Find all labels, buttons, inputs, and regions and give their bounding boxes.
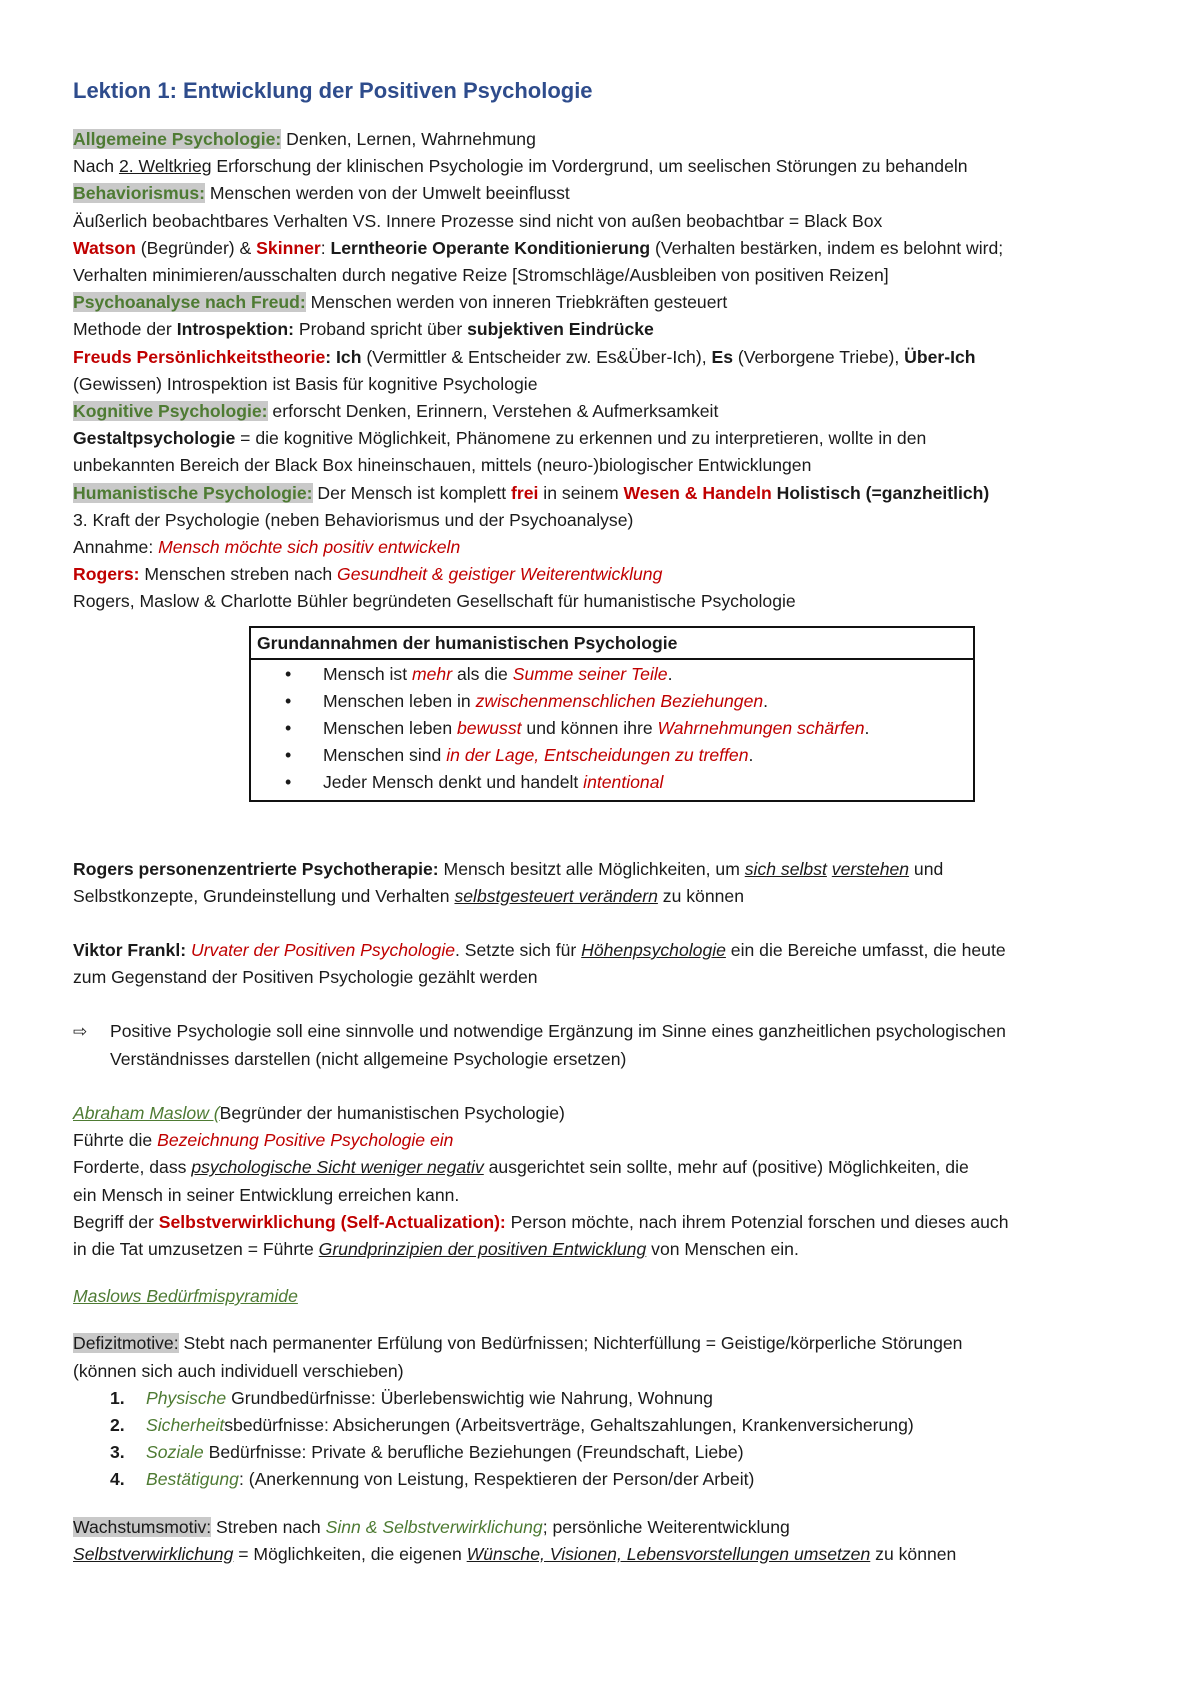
text: (Verborgene Triebe), <box>733 346 905 367</box>
list-number: 2. <box>110 1414 125 1435</box>
list-item <box>110 1439 1153 1466</box>
text: Menschen leben in <box>323 690 476 711</box>
green-link-text: Abraham Maslow ( <box>73 1102 220 1123</box>
text-line <box>73 153 1153 180</box>
list-number: 4. <box>110 1469 125 1490</box>
text-line <box>73 398 1153 425</box>
text-line <box>73 235 1153 262</box>
text-line: ein Mensch in seiner Entwicklung erreichen kann. <box>73 1184 460 1205</box>
underlined-italic-text: psychologische Sicht weniger negativ <box>191 1157 484 1178</box>
red-italic-text: Bezeichnung Positive Psychologie ein <box>157 1130 454 1151</box>
text-line <box>73 480 1153 507</box>
text: ein die Bereiche umfasst, die heute <box>725 940 1006 961</box>
text: zu können <box>870 1543 957 1564</box>
text: Führte die <box>73 1130 158 1151</box>
highlighted-term: Psychoanalyse nach Freud: <box>73 292 306 313</box>
right-arrow-icon: ⇨ <box>73 1022 88 1042</box>
text: Jeder Mensch denkt und handelt <box>323 772 584 793</box>
text: zu können <box>657 885 744 906</box>
underlined-italic-text: selbstgesteuert verändern <box>454 885 658 906</box>
page-title: Lektion 1: Entwicklung der Positiven Psychologie <box>73 78 593 103</box>
bold-text: Holistisch (=ganzheitlich) <box>771 482 990 503</box>
text: = Möglichkeiten, die eigenen <box>233 1543 467 1564</box>
underlined-italic-text: verstehen <box>831 858 910 879</box>
green-italic-text: Sinn & Selbstverwirklichung <box>325 1516 543 1537</box>
text: Menschen werden von inneren Triebkräften gesteuert <box>305 292 728 313</box>
text: sbedürfnisse: Absicherungen (Arbeitsverträge, Gehaltszahlungen, Krankenversicherung) <box>224 1414 914 1435</box>
text-line <box>73 1127 1153 1154</box>
text: Nach <box>73 156 119 177</box>
text: Forderte, dass <box>73 1157 192 1178</box>
highlighted-term: Humanistische Psychologie: <box>73 482 313 503</box>
list-item <box>251 661 973 688</box>
text-line <box>73 1541 1153 1568</box>
text: Methode der <box>73 319 177 340</box>
arrow-note <box>73 1018 1153 1072</box>
text: von Menschen ein. <box>646 1238 799 1259</box>
text: Annahme: <box>73 537 159 558</box>
text: Stebt nach permanenter Erfülung von Bedürfnissen; Nichterfüllung = Geistige/körperliche Störungen <box>178 1333 963 1354</box>
text: (Begründer) & <box>135 237 257 258</box>
list-item <box>110 1385 1153 1412</box>
text: Streben nach <box>211 1516 326 1537</box>
text: Selbstkonzepte, Grundeinstellung und Verhalten <box>73 885 455 906</box>
text: : <box>320 237 331 258</box>
text: ; persönliche Weiterentwicklung <box>542 1516 790 1537</box>
red-italic-text: intentional <box>583 772 664 793</box>
text: Erforschung der klinischen Psychologie im Vordergrund, um seelischen Störungen zu behandeln <box>211 156 968 177</box>
text-line: Positive Psychologie soll eine sinnvolle und notwendige Ergänzung im Sinne eines ganzheitlichen psychologischen <box>110 1021 1006 1042</box>
red-italic-text: Urvater der Positiven Psychologie <box>190 940 456 961</box>
bullet-icon: • <box>285 772 292 793</box>
bold-text: Es <box>711 346 733 367</box>
text-line: Rogers, Maslow & Charlotte Bühler begründeten Gesellschaft für humanistische Psychologie <box>73 591 796 612</box>
text-line <box>73 180 1153 207</box>
green-italic-text: Bestätigung <box>146 1469 239 1490</box>
highlighted-term: Defizitmotive: <box>73 1333 179 1354</box>
text: als die <box>452 663 513 684</box>
text: Begründer der humanistischen Psychologie) <box>219 1102 565 1123</box>
assumptions-box <box>249 626 975 802</box>
text-line <box>73 1330 1153 1357</box>
text: Begriff der <box>73 1211 159 1232</box>
red-italic-text: Mensch möchte sich positiv entwickeln <box>158 537 461 558</box>
underlined-italic-text: Grundprinzipien der positiven Entwicklung <box>318 1238 647 1259</box>
text: Menschen werden von der Umwelt beeinflusst <box>205 183 570 204</box>
green-italic-text: Physische <box>146 1387 227 1408</box>
text-line <box>73 561 1153 588</box>
list-item <box>251 715 973 742</box>
text: . <box>763 690 769 711</box>
red-term: Watson <box>73 237 136 258</box>
text-line: 3. Kraft der Psychologie (neben Behaviorismus und der Psychoanalyse) <box>73 509 634 530</box>
list-number: 3. <box>110 1442 125 1463</box>
text: ausgerichtet sein sollte, mehr auf (positive) Möglichkeiten, die <box>483 1157 969 1178</box>
list-item <box>110 1412 1153 1439</box>
bold-text: Über-Ich <box>904 346 976 367</box>
text: Grundbedürfnisse: Überlebenswichtig wie Nahrung, Wohnung <box>226 1387 713 1408</box>
red-italic-text: in der Lage, Entscheidungen zu treffen <box>446 745 749 766</box>
section-heading: Maslows Bedürfmispyramide <box>73 1286 298 1307</box>
text: Person möchte, nach ihrem Potenzial forschen und dieses auch <box>505 1211 1009 1232</box>
red-italic-text: mehr <box>411 663 453 684</box>
bold-text: subjektiven Eindrücke <box>467 319 654 340</box>
bold-text: Introspektion: <box>176 319 294 340</box>
text-line: Verhalten minimieren/ausschalten durch negative Reize [Stromschläge/Ausbleiben von positiven Reizen] <box>73 265 889 286</box>
bold-text: Gestaltpsychologie <box>73 428 236 449</box>
red-term: Rogers: <box>73 564 140 585</box>
bullet-icon: • <box>285 745 292 766</box>
text-line <box>73 856 1153 883</box>
text: (Vermittler & Entscheider zw. Es&Über-Ich), <box>361 346 712 367</box>
text: Proband spricht über <box>293 319 468 340</box>
text-line: (Gewissen) Introspektion ist Basis für kognitive Psychologie <box>73 373 538 394</box>
list-item <box>251 742 973 769</box>
highlighted-term: Allgemeine Psychologie: <box>73 129 282 149</box>
text-line <box>73 344 1153 371</box>
text: = die kognitive Möglichkeit, Phänomene zu erkennen und zu interpretieren, wollte in den <box>235 428 927 449</box>
red-italic-text: zwischenmenschlichen Beziehungen <box>475 690 764 711</box>
text-line: Äußerlich beobachtbares Verhalten VS. Innere Prozesse sind nicht von außen beobachtbar = Black Box <box>73 210 883 231</box>
text: (Verhalten bestärken, indem es belohnt wird; <box>650 237 1004 258</box>
text: . Setzte sich für <box>455 940 582 961</box>
list-item <box>110 1466 1153 1493</box>
green-italic-text: Sicherheit <box>146 1414 225 1435</box>
text-line <box>73 126 1153 153</box>
red-term: frei <box>511 482 539 503</box>
text-line <box>73 1514 1153 1541</box>
text-line: Verständnisses darstellen (nicht allgemeine Psychologie ersetzen) <box>110 1048 627 1069</box>
red-term: Skinner <box>256 237 321 258</box>
text: Mensch ist <box>323 663 412 684</box>
text-line <box>73 1236 1153 1263</box>
bold-text: Viktor Frankl: <box>73 940 187 961</box>
text-line <box>73 316 1153 343</box>
red-italic-text: bewusst <box>457 718 522 739</box>
text: . <box>864 718 870 739</box>
red-term: Freuds Persönlichkeitstheorie <box>73 346 326 367</box>
bullet-icon: • <box>285 690 292 711</box>
list-item <box>251 688 973 715</box>
highlighted-term: Behaviorismus: <box>73 183 205 204</box>
underlined-italic-text: Höhenpsychologie <box>581 940 726 961</box>
underlined-italic-text: sich selbst <box>744 858 827 879</box>
text: erforscht Denken, Erinnern, Verstehen & Aufmerksamkeit <box>267 401 719 422</box>
text: Denken, Lernen, Wahrnehmung <box>281 129 536 149</box>
red-italic-text: Wahrnehmungen schärfen <box>657 718 865 739</box>
underlined-italic-text: Wünsche, Visionen, Lebensvorstellungen umsetzen <box>466 1543 871 1564</box>
text-line: unbekannten Bereich der Black Box hineinschauen, mittels (neuro-)biologischer Entwicklungen <box>73 455 812 476</box>
highlighted-term: Wachstumsmotiv: <box>73 1516 212 1537</box>
underlined-italic-text: Selbstverwirklichung <box>73 1543 234 1564</box>
text: Bedürfnisse: Private & berufliche Beziehungen (Freundschaft, Liebe) <box>203 1442 744 1463</box>
list-item <box>251 769 973 796</box>
text-line: (können sich auch individuell verschieben) <box>73 1360 404 1381</box>
underlined-text: 2. Weltkrieg <box>118 156 212 177</box>
text: und <box>909 858 944 879</box>
text-line <box>73 883 1153 910</box>
red-italic-text: Summe seiner Teile <box>512 663 668 684</box>
text: Mensch besitzt alle Möglichkeiten, um <box>438 858 745 879</box>
red-italic-text: Gesundheit & geistiger Weiterentwicklung <box>337 564 663 585</box>
red-term: Wesen & Handeln <box>623 482 772 503</box>
text-line: zum Gegenstand der Positiven Psychologie gezählt werden <box>73 967 538 988</box>
needs-list <box>73 1385 1153 1494</box>
list-number: 1. <box>110 1387 125 1408</box>
highlighted-term: Kognitive Psychologie: <box>73 401 268 422</box>
text: . <box>748 745 754 766</box>
text-line <box>73 1100 1153 1127</box>
text: in seinem <box>538 482 624 503</box>
bold-text: : <box>325 346 337 367</box>
text: Menschen sind <box>323 745 447 766</box>
text: in die Tat umzusetzen = Führte <box>73 1238 319 1259</box>
bullet-icon: • <box>285 718 292 739</box>
text: Menschen streben nach <box>139 564 338 585</box>
document-content <box>73 76 1153 1568</box>
text-line <box>73 534 1153 561</box>
red-term: Selbstverwirklichung (Self-Actualization): <box>158 1211 506 1232</box>
text-line <box>73 937 1153 964</box>
bold-text: Lerntheorie Operante Konditionierung <box>330 237 651 258</box>
bold-text: Rogers personenzentrierte Psychotherapie: <box>73 858 439 879</box>
text-line <box>73 425 1153 452</box>
text: Menschen leben <box>323 718 457 739</box>
green-italic-text: Soziale <box>146 1442 204 1463</box>
bold-text: Ich <box>336 346 362 367</box>
text: . <box>667 663 673 684</box>
text-line <box>73 289 1153 316</box>
bullet-icon: • <box>285 663 292 684</box>
text: Der Mensch ist komplett <box>312 482 512 503</box>
box-heading: Grundannahmen der humanistischen Psychologie <box>251 628 973 660</box>
text: und können ihre <box>521 718 658 739</box>
text-line <box>73 1209 1153 1236</box>
text: : (Anerkennung von Leistung, Respektieren der Person/der Arbeit) <box>238 1469 755 1490</box>
text-line <box>73 1154 1153 1181</box>
box-list <box>251 660 973 800</box>
